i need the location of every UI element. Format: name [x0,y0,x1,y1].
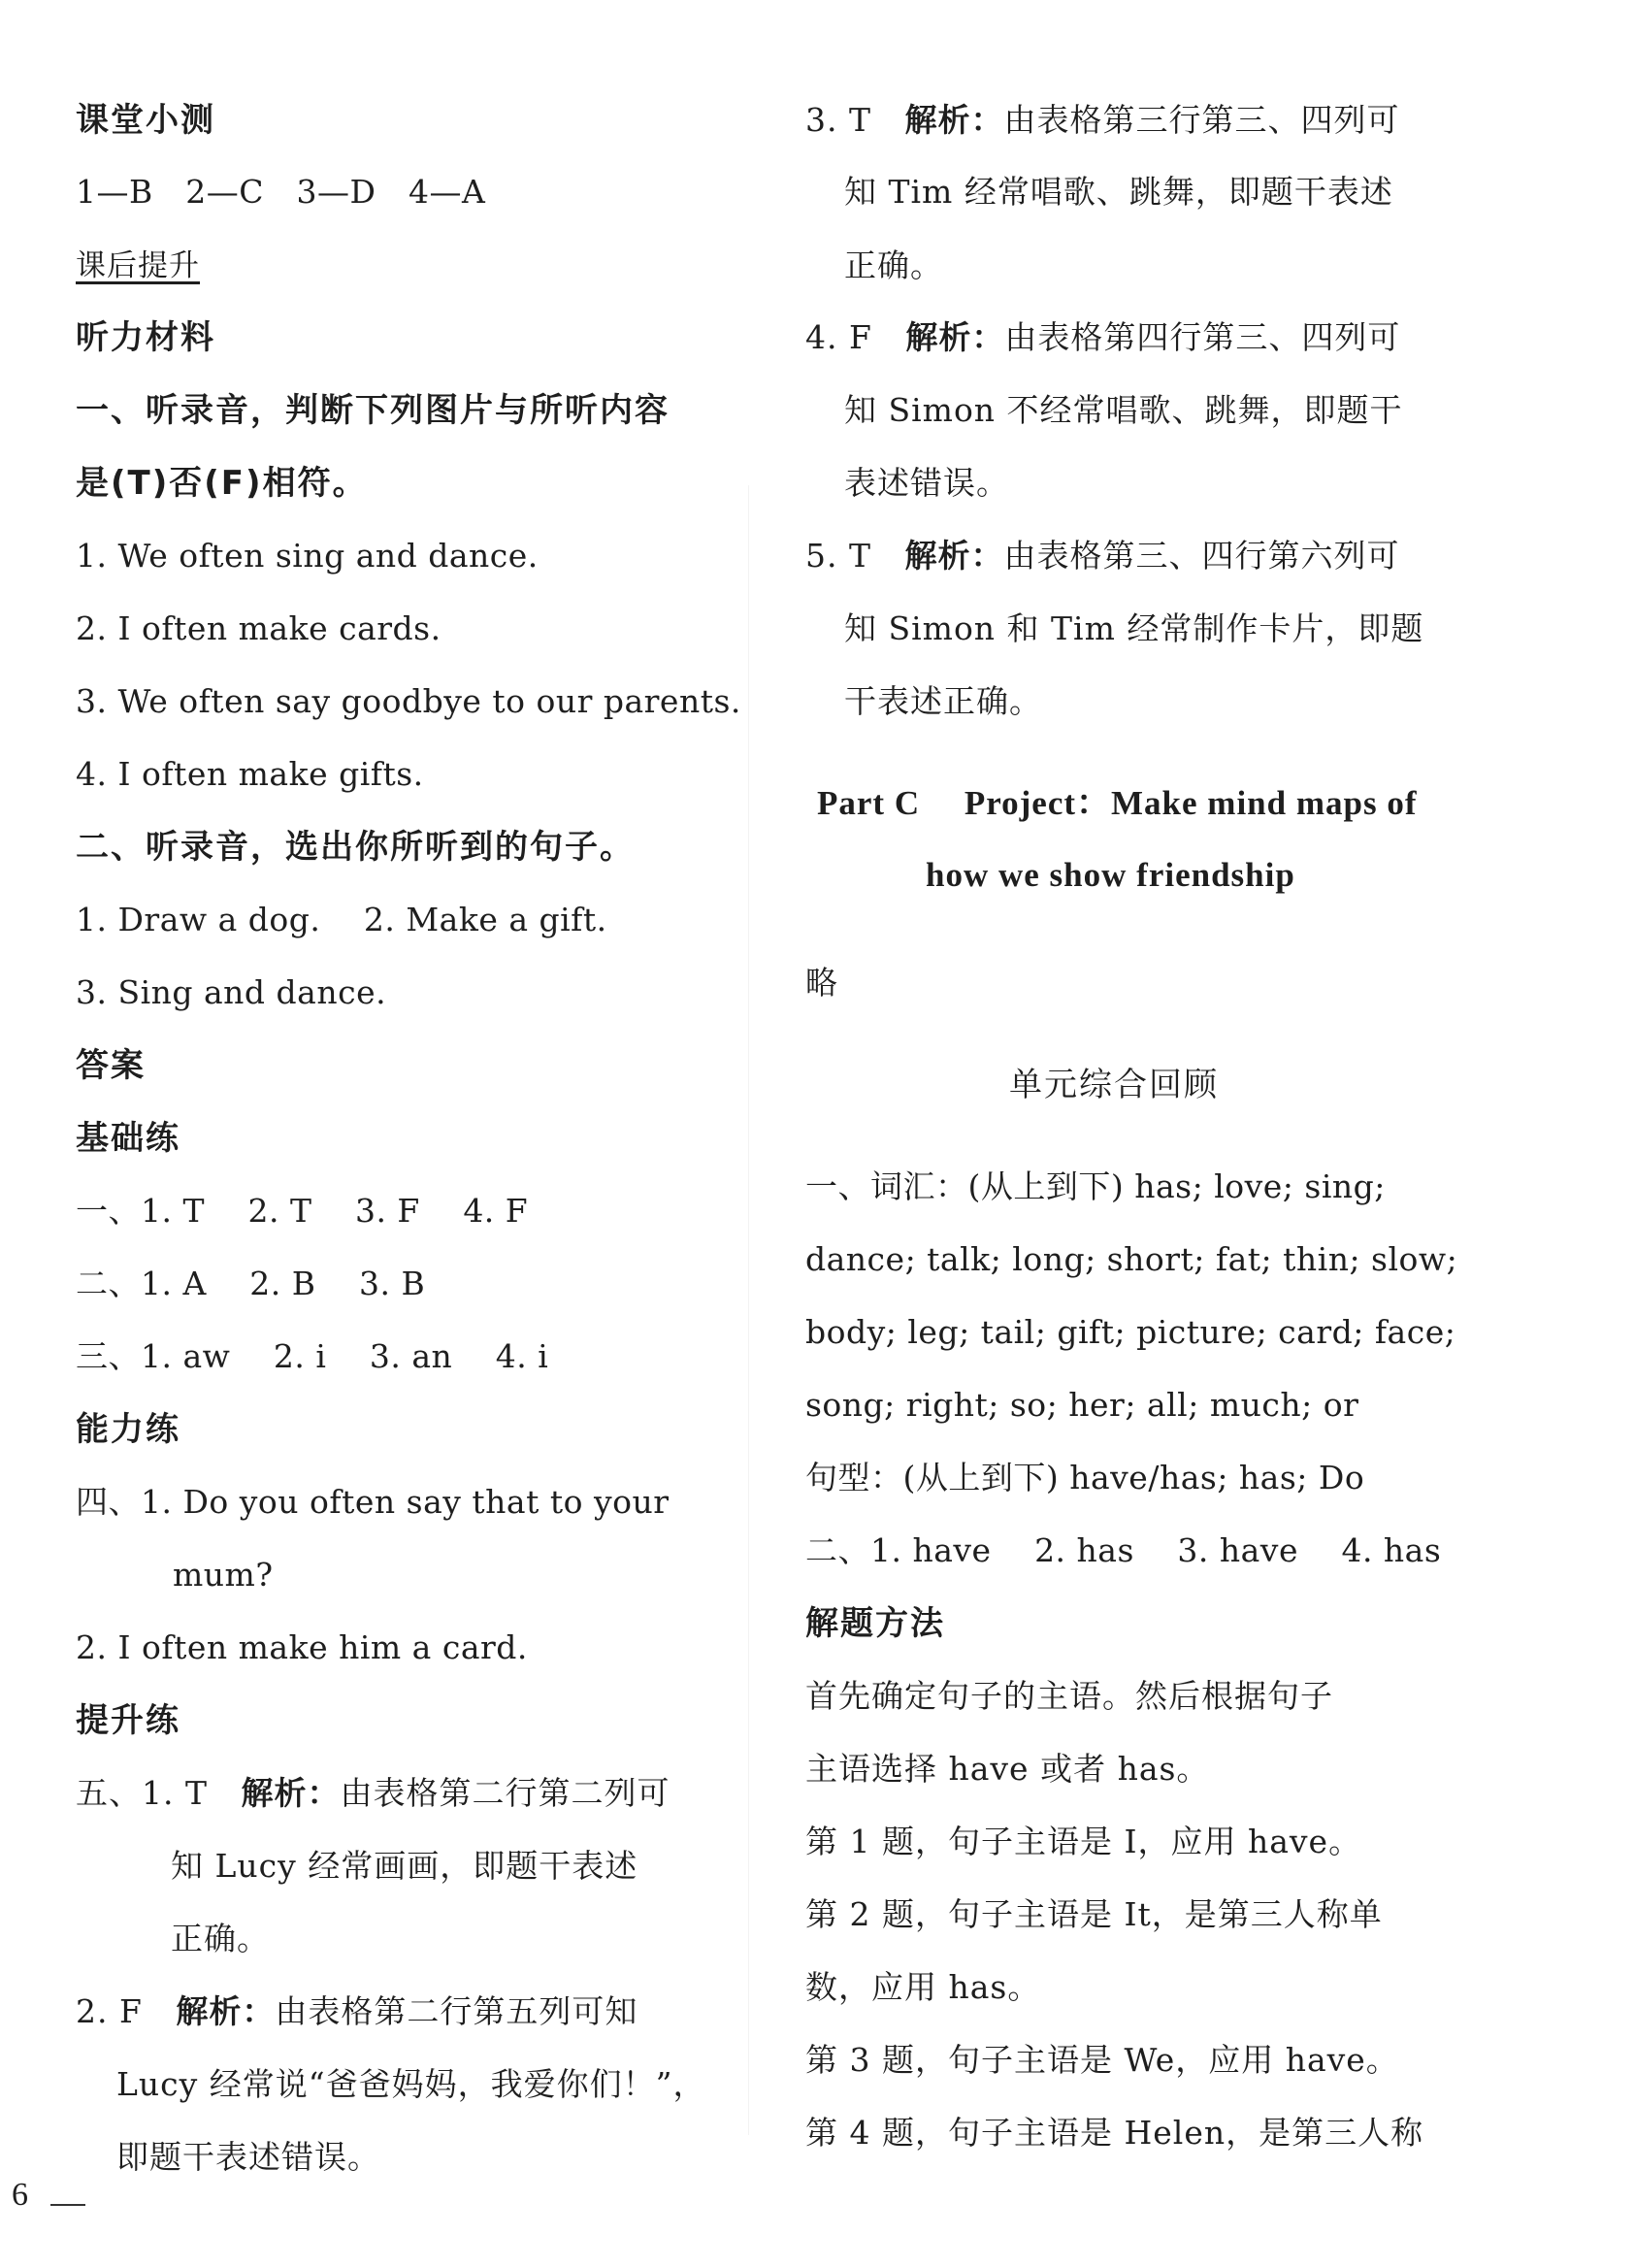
method-q1: 第 1 题，句子主语是 I，应用 have。 [805,1823,1362,1860]
after-class-heading: 课后提升 [76,248,200,283]
part1-item: 4. I often make gifts. [76,755,424,793]
q5-1-analysis-label: 解析： [241,1774,341,1812]
vocab-line1: 一、词汇：(从上到下) has; love; sing; [805,1167,1386,1205]
q5-line1 [805,537,1399,575]
q5-text: 由表格第三、四行第六列可 [1003,537,1400,575]
method-line1: 首先确定句子的主语。然后根据句子 [805,1677,1333,1715]
method-line2: 主语选择 have 或者 has。 [805,1750,1210,1788]
q3-line1 [805,101,1399,140]
part1-item: 3. We often say goodbye to our parents. [76,682,741,720]
method-heading: 解题方法 [805,1604,945,1643]
part1-item: 1. We often sing and dance. [76,537,539,575]
q3-number: 3. T [805,101,871,139]
q3-line2: 知 Tim 经常唱歌、跳舞，即题干表述 [844,173,1393,211]
basic-heading: 基础练 [76,1119,180,1158]
method-q2-line1: 第 2 题，句子主语是 It，是第三人称单 [805,1895,1383,1933]
q5-2-line3: 即题干表述错误。 [116,2138,380,2176]
q4-line1 [805,318,1400,357]
q5-1-line1 [76,1774,670,1813]
advance-heading: 提升练 [76,1701,180,1740]
part1-title-line2: 是(T)否(F)相符。 [76,464,368,503]
answers-heading: 答案 [76,1046,146,1085]
q3-text: 由表格第三行第三、四列可 [1003,101,1400,139]
q5-2-line2: Lucy 经常说“爸爸妈妈，我爱你们！”， [116,2065,706,2103]
ability-q4-item2: 2. I often make him a card. [76,1628,528,1666]
ability-q4-line1: 四、1. Do you often say that to your [76,1483,670,1521]
quiz-heading: 课堂小测 [76,101,215,140]
q5-analysis-label: 解析： [904,537,1004,575]
pattern-line: 句型：(从上到下) have/has; has; Do [805,1459,1365,1496]
page-number-dash [50,2204,85,2206]
vocab-line3: body; leg; tail; gift; picture; card; face; [805,1313,1456,1351]
quiz-answers: 1—B 2—C 3—D 4—A [76,173,486,211]
q4-text: 由表格第四行第三、四列可 [1004,318,1401,356]
part-c-title-line1: Part C Project：Make mind maps of [817,784,1418,822]
q5-2-text: 由表格第二行第五列可知 [275,1992,638,2030]
part1-title-line1: 一、听录音，判断下列图片与所听内容 [76,391,670,430]
q5-2-analysis-label: 解析： [176,1992,276,2030]
q4-line2: 知 Simon 不经常唱歌、跳舞，即题干 [844,391,1403,429]
part1-item: 2. I often make cards. [76,609,441,647]
method-q3: 第 3 题，句子主语是 We，应用 have。 [805,2041,1399,2079]
q5-1-line3: 正确。 [171,1920,270,1957]
basic-answer: 二、1. A 2. B 3. B [76,1265,426,1302]
q5-line2: 知 Simon 和 Tim 经常制作卡片，即题 [844,609,1424,647]
vocab-line4: song; right; so; her; all; much; or [805,1386,1359,1424]
part2-item: 3. Sing and dance. [76,973,387,1011]
q5-2-number: 2. F [76,1992,143,2030]
column-gutter [748,485,749,2135]
method-q4: 第 4 题，句子主语是 Helen，是第三人称 [805,2114,1424,2152]
q3-line3: 正确。 [844,247,943,284]
ability-q4-line2: mum? [173,1556,274,1594]
part2-answers: 二、1. have 2. has 3. have 4. has [805,1531,1442,1569]
method-q2-line2: 数，应用 has。 [805,1968,1041,2006]
vocab-line2: dance; talk; long; short; fat; thin; slow; [805,1240,1458,1278]
part2-title: 二、听录音，选出你所听到的句子。 [76,828,635,867]
part2-item: 1. Draw a dog. 2. Make a gift. [76,901,607,938]
q3-analysis-label: 解析： [904,101,1004,139]
q4-line3: 表述错误。 [844,464,1009,502]
q5-2-line1 [76,1992,638,2031]
q5-number: 5. T [805,537,871,575]
q5-line3: 干表述正确。 [844,682,1042,720]
q5-1-line2: 知 Lucy 经常画画，即题干表述 [171,1847,638,1885]
review-heading: 单元综合回顾 [1009,1066,1219,1104]
part-c-answer: 略 [805,964,838,1002]
q5-1-number: 五、1. T [76,1774,208,1812]
ability-heading: 能力练 [76,1410,180,1449]
part-c-title-line2: how we show friendship [926,856,1295,894]
page-number: 6 [12,2177,28,2213]
q4-analysis-label: 解析： [905,318,1005,356]
q4-number: 4. F [805,318,872,356]
listening-heading: 听力材料 [76,318,215,357]
basic-answer: 一、1. T 2. T 3. F 4. F [76,1192,529,1230]
q5-1-text: 由表格第二行第二列可 [340,1774,670,1812]
basic-answer: 三、1. aw 2. i 3. an 4. i [76,1337,549,1375]
